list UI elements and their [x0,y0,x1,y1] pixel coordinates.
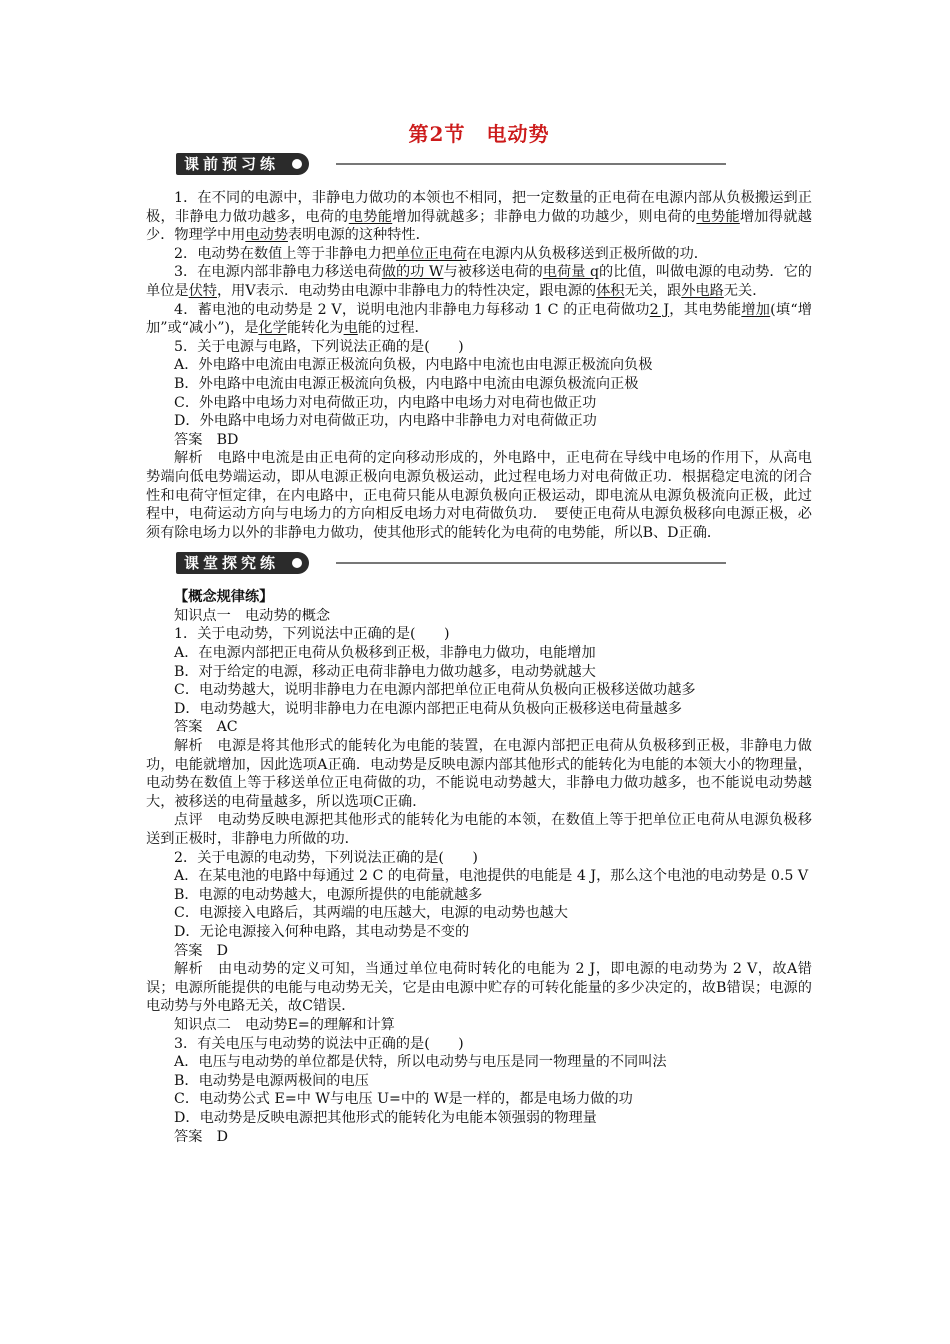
option-a: A．在某电池的电路中每通过 2 C 的电荷量，电池提供的电能是 4 J，那么这个电池的电动势是 0.5 V [174,868,809,885]
answer-blank: 电势能 [348,208,393,225]
bullet-dot-icon [292,558,302,568]
knowledge-point-2: 知识点二 电动势E=的理解和计算 [174,1016,395,1033]
page-title: 第2节 电动势 [408,122,550,146]
analysis: 解析 电源是将其他形式的能转化为电能的装置，在电源内部把正电荷从负极移到正极，非静电力做功，电能就增加，因此选项A正确．电动势是反映电源内部其他形式的能转化为电能的本领大小的物理量，电动势在数值上等于移送单位正电荷做的功，不能说电动势越大，非静电力做功越多，也不能说电动势越大，被移送的电荷量越多，所以选项C正确． [146,738,812,810]
bullet-dot-icon [292,159,302,169]
question-4: 4．蓄电池的电动势是 2 V，说明电池内非静电力每移动 1 C 的正电荷做功2 J，其电势能增加(填“增加”或“减小”)，是化学能转化为电能的过程． [146,301,812,337]
section-header-preview [176,153,812,179]
option-c: C．电动势越大，说明非静电力在电源内部把单位正电荷从负极向正极移送做功越多 [174,682,696,699]
answer-blank: 做的功 W [381,264,444,281]
option-b: B．电源的电动势越大，电源所提供的电能就越多 [174,886,483,903]
section-header-explore [176,552,812,578]
analysis: 解析 电路中电流是由正电荷的定向移动形成的，外电路中，正电荷在导线中电场的作用下，从高电势端向低电势端运动，即从电源正极向电源负极运动，此过程电场力对电荷做正功．根据稳定电流的闭合性和电荷守恒定律，在内电路中，正电荷只能从电源负极向正极运动，即电流从电源负极流向正极，此过程中，电荷运动方向与电场力的方向相反电场力对电荷做负功． 要使正电荷从电源负极移向电源正极，必须有除电场力以外的非静电力做功，使其他形式的能转化为电荷的电势能，所以B、D正确． [146,450,812,541]
concept-heading: 【概念规律练】 [174,589,274,606]
option-b: B．外电路中电流由电源正极流向负极，内电路中电流由电源负极流向正极 [174,375,639,392]
answer-blank: 电荷量 q [542,264,600,281]
option-a: A．在电源内部把正电荷从负极移到正极，非静电力做功，电能增加 [174,645,596,662]
option-d: D．电动势是反映电源把其他形式的能转化为电能本领强弱的物理量 [174,1109,597,1126]
answer-blank: 2 J [649,301,670,318]
answer-blank: 电势能 [696,208,740,225]
answer: 答案 AC [174,719,238,736]
answer-blank: 化学 [258,320,287,337]
comment: 点评 电动势反映电源把其他形式的能转化为电能的本领，在数值上等于把单位正电荷从电源负极移送到正极时，非静电力所做的功． [146,812,812,847]
option-d: D．外电路中电场力对电荷做正功，内电路中非静电力对电荷做正功 [174,413,597,430]
option-b: B．电动势是电源两极间的电压 [174,1072,369,1089]
answer-blank: 伏特 [188,282,217,299]
document-page [146,118,812,1146]
question-5-stem: 5．关于电源与电路，下列说法正确的是( ) [174,338,464,355]
option-a: A．电压与电动势的单位都是伏特，所以电动势与电压是同一物理量的不同叫法 [174,1054,667,1071]
answer-blank: 单位正电荷 [395,245,467,262]
section-tag [176,552,309,574]
section-divider [336,163,726,165]
option-c: C．外电路中电场力对电荷做正功，内电路中电场力对电荷也做正功 [174,394,597,411]
knowledge-point-1: 知识点一 电动势的概念 [174,607,331,624]
exercise-2-stem: 2．关于电源的电动势，下列说法正确的是( ) [174,849,478,866]
question-3: 3．在电源内部非静电力移送电荷做的功 W与被移送电荷的电荷量 q的比值，叫做电源的电动势．它的单位是伏特，用V表示．电动势由电源中非静电力的特性决定，跟电源的体积无关，跟外电路无关． [146,264,812,299]
answer: 答案 D [174,942,228,959]
answer-blank: 增加 [741,301,771,318]
option-d: D．电动势越大，说明非静电力在电源内部把正电荷从负极向正极移送电荷量越多 [174,700,682,717]
exercise-3-stem: 3．有关电压与电动势的说法中正确的是( ) [174,1035,464,1052]
section-divider [336,562,726,564]
section-label: 课前预习练 [184,155,280,173]
answer: 答案 D [174,1128,228,1145]
section-label: 课堂探究练 [184,554,280,573]
option-d: D．无论电源接入何种电路，其电动势是不变的 [174,923,470,940]
question-1: 1．在不同的电源中，非静电力做功的本领也不相同，把一定数量的正电荷在电源内部从负极搬运到正极，非静电力做功越多，电荷的电势能增加得就越多；非静电力做的功越少，则电荷的电势能增加得就越少．物理学中用电动势表明电源的这种特性． [146,190,812,244]
option-a: A．外电路中电流由电源正极流向负极，内电路中电流也由电源正极流向负极 [174,357,653,374]
analysis: 解析 由电动势的定义可知，当通过单位电荷时转化的电能为 2 J，即电源的电动势为 2 V，故A错误；电源所能提供的电能与电动势无关，它是由电源中贮存的可转化能量的多少决定的，故B错误；电源的电动势与外电路无关，故C错误． [146,961,812,1015]
option-c: C．电源接入电路后，其两端的电压越大，电源的电动势也越大 [174,905,568,922]
option-b: B．对于给定的电源，移动正电荷非静电力做功越多，电动势就越大 [174,663,596,680]
question-2: 2．电动势在数值上等于非静电力把单位正电荷在电源内从负极移送到正极所做的功． [174,245,708,262]
exercise-1-stem: 1．关于电动势，下列说法中正确的是( ) [174,626,450,643]
section-tag [176,153,309,175]
answer-blank: 电 [343,320,358,337]
answer-blank: 外电路 [681,282,724,299]
answer-blank: 体积 [596,282,625,299]
answer-blank: 电动势 [245,227,288,244]
option-c: C．电动势公式 E=中 W与电压 U=中的 W是一样的，都是电场力做的功 [174,1091,633,1108]
answer: 答案 BD [174,431,239,448]
